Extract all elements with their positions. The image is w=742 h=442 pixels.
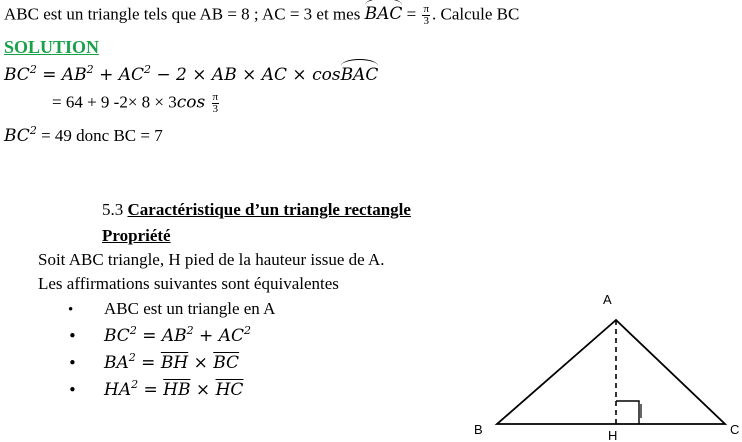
item-3-a: BA	[104, 353, 129, 373]
line1-term-b-exp: 2	[144, 63, 151, 76]
item-3-o1: $\overline{BH}$	[160, 353, 189, 373]
problem-question: . Calcule BC	[432, 4, 520, 24]
line3-lhs: BC	[4, 126, 30, 146]
line2-fraction-num: π	[212, 91, 219, 103]
item-4-a: HA	[104, 380, 132, 400]
line2-fraction-den: 3	[212, 103, 219, 115]
item-2-a-exp: 2	[129, 324, 137, 337]
item-4-mid: ×	[190, 380, 216, 400]
item-4-o1: $\overline{HB}$	[163, 380, 191, 400]
intro-line-2: Les affirmations suivantes sont équivalentes	[38, 274, 339, 293]
item-2-b: = AB	[136, 326, 187, 346]
bullet-icon: •	[68, 327, 77, 345]
problem-fraction-num: π	[423, 3, 430, 15]
item-2-c-exp: 2	[244, 324, 251, 337]
line3-text: = 49 donc BC = 7	[36, 126, 163, 145]
line2-text: = 64 + 9 -2× 8 × 3	[52, 92, 177, 112]
line1-term-a: = AB	[42, 65, 87, 85]
triangle-abc	[497, 320, 725, 424]
intro-line-1: Soit ABC triangle, H pied de la hauteur issue de A.	[38, 250, 385, 269]
line1-term-b: + AC	[99, 65, 144, 85]
line1-lhs: BC	[4, 65, 30, 85]
item-4-b: =	[138, 380, 164, 400]
problem-fraction-den: 3	[423, 15, 429, 27]
item-2-b-exp: 2	[186, 324, 194, 337]
label-b: B	[474, 422, 483, 437]
section-number: 5.3	[102, 200, 124, 219]
label-a: A	[603, 292, 612, 307]
line2-cos: cos	[176, 92, 206, 113]
line1-term-c: − 2 × AB × AC × cos	[151, 65, 341, 85]
problem-text: ABC est un triangle tels que AB = 8 ; AC = 3 et mes	[4, 4, 361, 24]
bullet-icon: •	[68, 354, 77, 372]
item-2-c: + AC	[193, 326, 244, 346]
property-heading: Propriété	[102, 226, 171, 245]
problem-angle: BAC	[364, 4, 403, 25]
label-h: H	[608, 428, 618, 442]
right-angle-mark	[616, 401, 639, 424]
item-4-a-exp: 2	[131, 378, 139, 391]
item-2-a: BC	[104, 326, 130, 346]
line1-angle: BAC	[340, 65, 379, 85]
line1-term-a-exp: 2	[86, 63, 94, 76]
item-3-b: =	[135, 353, 161, 373]
item-1-text: ABC est un triangle en A	[104, 299, 276, 318]
item-4-o2: $\overline{HC}$	[215, 380, 244, 400]
bullet-icon: •	[68, 381, 77, 399]
section-title: Caractéristique d’un triangle rectangle	[127, 200, 411, 219]
line1-lhs-exp: 2	[29, 63, 37, 76]
item-3-a-exp: 2	[128, 351, 136, 364]
problem-equals: =	[406, 4, 417, 24]
solution-heading: SOLUTION	[4, 37, 100, 57]
item-3-o2: $\overline{BC}$	[213, 353, 240, 373]
line3-lhs-exp: 2	[29, 124, 37, 137]
item-3-mid: ×	[188, 353, 214, 373]
bullet-icon: •	[68, 302, 74, 318]
label-c: C	[730, 422, 740, 437]
